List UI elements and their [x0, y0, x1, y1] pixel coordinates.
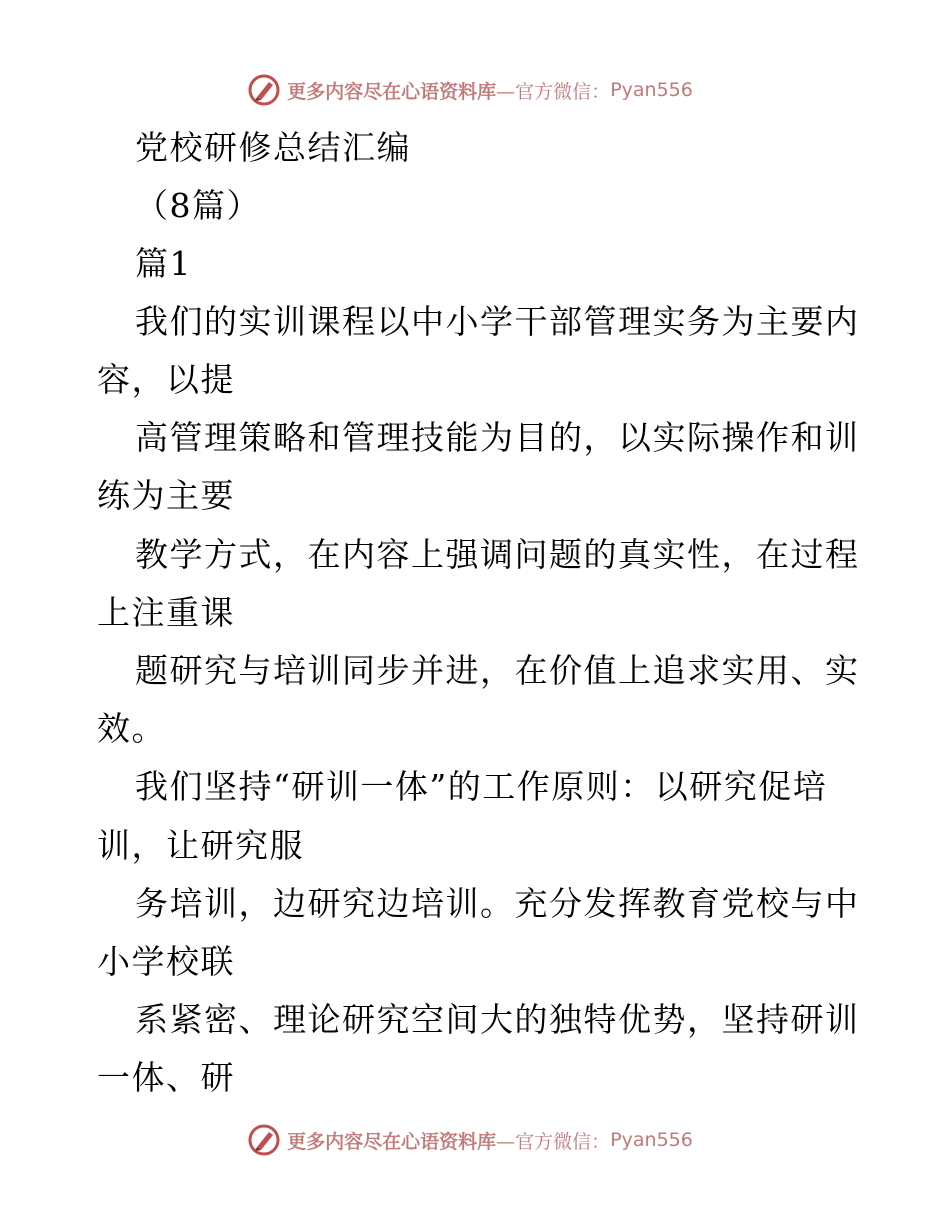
watermark-separator: —官方微信： — [496, 1130, 611, 1153]
document-count: （8篇） — [135, 186, 261, 225]
paragraph-line: 高管理策略和管理技能为目的，以实际操作和训 — [135, 418, 860, 457]
paragraph-line: 容，以提 — [97, 360, 235, 399]
paragraph-line: 练为主要 — [97, 476, 235, 515]
paragraph-line: 系紧密、理论研究空间大的独特优势，坚持研训 — [135, 1000, 860, 1039]
watermark-text: 更多内容尽在心语资料库 — [287, 80, 497, 103]
paragraph-line: 一体、研 — [97, 1058, 235, 1097]
paragraph-line: 题研究与培训同步并进，在价值上追求实用、实 — [135, 651, 860, 690]
watermark-separator: —官方微信： — [496, 80, 611, 103]
header-watermark-banner — [0, 70, 950, 110]
paragraph-line: 务培训，边研究边培训。充分发挥教育党校与中 — [135, 884, 860, 923]
document-title: 党校研修总结汇编 — [135, 128, 411, 167]
watermark-wechat-id: Pyan556 — [610, 1129, 693, 1151]
paragraph-line: 训，让研究服 — [97, 826, 304, 865]
footer-watermark-banner — [0, 1120, 950, 1160]
watermark-wechat-id: Pyan556 — [610, 79, 693, 101]
paragraph-line: 教学方式，在内容上强调问题的真实性，在过程 — [135, 535, 860, 574]
paragraph-line: 我们坚持“研训一体”的工作原则：以研究促培 — [135, 767, 828, 806]
paragraph-line: 效。 — [97, 709, 166, 748]
watermark-text: 更多内容尽在心语资料库 — [287, 1130, 497, 1153]
paragraph-line: 小学校联 — [97, 942, 235, 981]
pen-logo-icon — [247, 1123, 281, 1157]
paragraph-line: 上注重课 — [97, 593, 235, 632]
paragraph-line: 我们的实训课程以中小学干部管理实务为主要内 — [135, 302, 860, 341]
section-heading: 篇1 — [135, 244, 192, 283]
pen-logo-icon — [247, 73, 281, 107]
